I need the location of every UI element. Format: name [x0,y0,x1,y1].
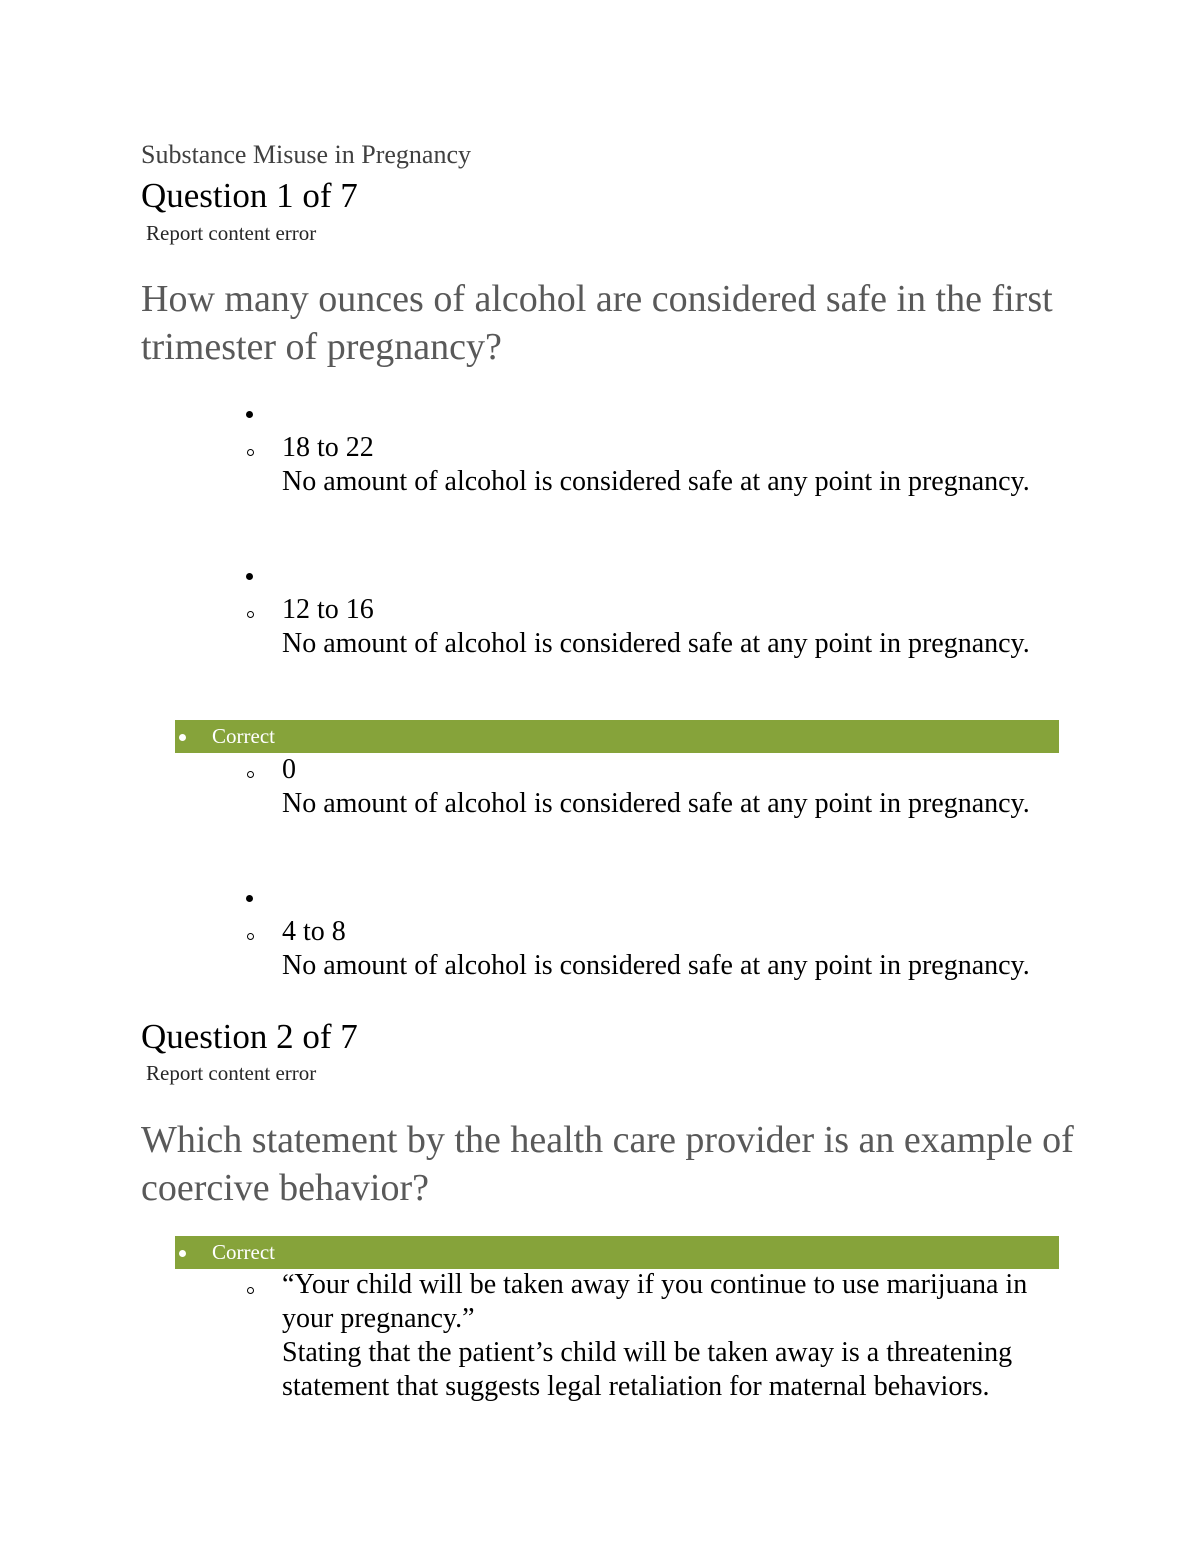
option-answer[interactable]: 4 to 8 [282,916,346,947]
correct-bullet [179,734,186,741]
correct-label: Correct [212,1240,275,1264]
option-rationale: Stating that the patient’s child will be taken away is a threatening statement that suggests legal retaliation for maternal behaviors. [282,1337,1013,1402]
option-bullet [246,411,253,418]
option-sub-bullet [247,611,254,618]
option-answer[interactable]: 12 to 16 [282,594,374,625]
option-bullet [246,895,253,902]
option-rationale: No amount of alcohol is considered safe at any point in pregnancy. [282,466,1030,497]
option-rationale: No amount of alcohol is considered safe at any point in pregnancy. [282,950,1030,981]
question-2-text: Which statement by the health care provider is an example of coercive behavior? [141,1119,1074,1209]
option-sub-bullet [247,449,254,456]
option-rationale: No amount of alcohol is considered safe at any point in pregnancy. [282,628,1030,659]
question-2-heading: Question 2 of 7 [141,1017,358,1056]
correct-banner [175,720,1059,753]
correct-banner [175,1236,1059,1269]
correct-label: Correct [212,724,275,748]
question-1-text: How many ounces of alcohol are considered safe in the first trimester of pregnancy? [141,278,1053,368]
question-2-report-link[interactable]: Report content error [146,1061,317,1085]
option-sub-bullet [247,1287,254,1294]
question-1-heading: Question 1 of 7 [141,176,358,215]
option-rationale: No amount of alcohol is considered safe at any point in pregnancy. [282,788,1030,819]
option-answer[interactable]: 18 to 22 [282,432,374,463]
correct-bullet [179,1250,186,1257]
option-answer[interactable]: 0 [282,754,296,785]
document-title: Substance Misuse in Pregnancy [141,140,472,169]
option-answer[interactable]: “Your child will be taken away if you continue to use marijuana in your pregnancy.” [282,1269,1028,1334]
option-bullet [246,573,253,580]
option-sub-bullet [247,771,254,778]
option-sub-bullet [247,933,254,940]
question-1-report-link[interactable]: Report content error [146,221,317,245]
